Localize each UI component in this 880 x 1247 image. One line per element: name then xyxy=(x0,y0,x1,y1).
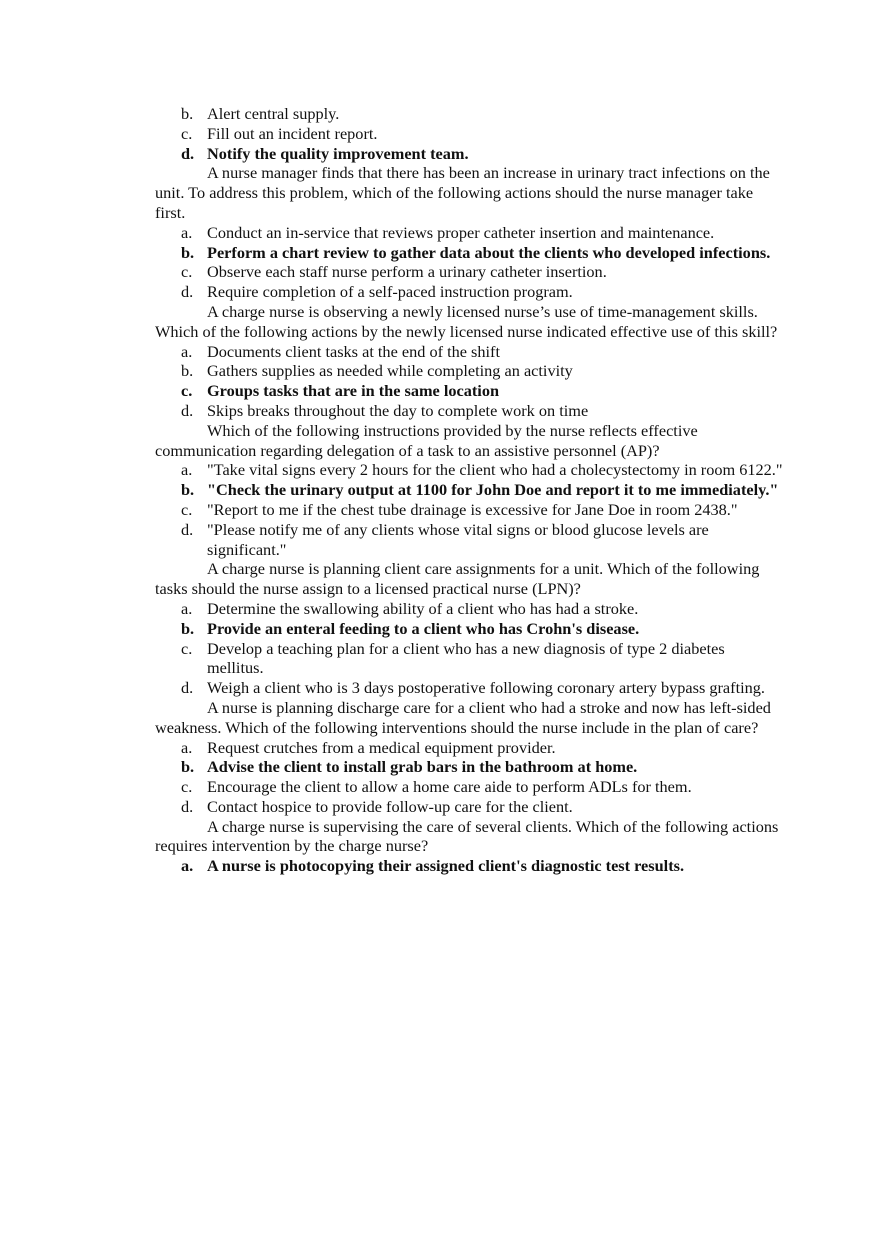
option-item xyxy=(0,520,880,560)
option-item xyxy=(0,104,880,124)
option-letter: c. xyxy=(181,499,193,519)
option-letter: d. xyxy=(181,282,194,302)
option-letter: b. xyxy=(181,480,195,500)
option-text: Gathers supplies as needed while completing an activity xyxy=(207,361,573,381)
option-letter: c. xyxy=(181,262,193,282)
option-text: A nurse is photocopying their assigned client's diagnostic test results. xyxy=(207,856,685,876)
option-letter: d. xyxy=(181,678,194,698)
option-text: Develop a teaching plan for a client who has a new diagnosis of type 2 diabetes mellitus. xyxy=(207,638,725,678)
option-text: Notify the quality improvement team. xyxy=(207,143,469,163)
option-text: Fill out an incident report. xyxy=(207,123,378,143)
option-item-answer xyxy=(0,480,880,500)
option-text: Provide an enteral feeding to a client who has Crohn's disease. xyxy=(207,618,640,638)
question-text: A charge nurse is planning client care assignments for a unit. Which of the following tasks should the nurse assign to a licensed practical nurse (LPN)? xyxy=(155,559,760,599)
option-letter: c. xyxy=(181,381,193,401)
option-text: Weigh a client who is 3 days postoperative following coronary artery bypass grafting. xyxy=(207,678,765,698)
option-item xyxy=(0,401,880,421)
option-letter: b. xyxy=(181,104,194,123)
option-letter: b. xyxy=(181,242,195,262)
question-text: A nurse manager finds that there has been an increase in urinary tract infections on the unit. To address this problem, which of the following actions should the nurse manager take first. xyxy=(155,163,770,222)
option-letter: a. xyxy=(181,737,193,757)
question-text: Which of the following instructions provided by the nurse reflects effective communication regarding delegation of a task to an assistive personnel (AP)? xyxy=(155,420,698,460)
option-text: Alert central supply. xyxy=(207,104,340,123)
question-stem xyxy=(0,817,880,857)
option-item xyxy=(0,124,880,144)
document-page xyxy=(0,104,880,876)
option-item-answer xyxy=(0,856,880,876)
option-item xyxy=(0,223,880,243)
option-letter: a. xyxy=(181,598,193,618)
option-item xyxy=(0,777,880,797)
option-letter: a. xyxy=(181,341,193,361)
option-text: Determine the swallowing ability of a client who has had a stroke. xyxy=(207,598,639,618)
option-letter: a. xyxy=(181,856,194,876)
question-stem xyxy=(0,163,880,222)
option-item xyxy=(0,639,880,679)
option-letter: a. xyxy=(181,222,193,242)
option-letter: c. xyxy=(181,638,193,658)
option-item xyxy=(0,599,880,619)
option-letter: d. xyxy=(181,143,195,163)
option-item xyxy=(0,500,880,520)
question-stem xyxy=(0,698,880,738)
option-text: "Take vital signs every 2 hours for the client who had a cholecystectomy in room 6122." xyxy=(207,460,783,480)
option-item-answer xyxy=(0,381,880,401)
option-letter: c. xyxy=(181,777,193,797)
question-stem xyxy=(0,559,880,599)
option-text: Groups tasks that are in the same location xyxy=(207,381,500,401)
option-text: Contact hospice to provide follow-up care for the client. xyxy=(207,796,573,816)
option-letter: a. xyxy=(181,460,193,480)
option-text: Encourage the client to allow a home care aide to perform ADLs for them. xyxy=(207,777,692,797)
option-item xyxy=(0,460,880,480)
option-text: "Report to me if the chest tube drainage is excessive for Jane Doe in room 2438." xyxy=(207,499,738,519)
option-text: Skips breaks throughout the day to complete work on time xyxy=(207,400,589,420)
option-letter: b. xyxy=(181,618,195,638)
option-letter: d. xyxy=(181,519,194,539)
option-text: Require completion of a self-paced instruction program. xyxy=(207,282,573,302)
option-text: Conduct an in-service that reviews proper catheter insertion and maintenance. xyxy=(207,222,715,242)
option-item xyxy=(0,797,880,817)
option-letter: d. xyxy=(181,400,194,420)
option-item-answer xyxy=(0,619,880,639)
option-item xyxy=(0,342,880,362)
option-item xyxy=(0,262,880,282)
question-text: A charge nurse is observing a newly licensed nurse’s use of time-management skills. Which of the following actions by the newly licensed nurse indicated effective use of this skill? xyxy=(155,301,778,341)
question-text: A nurse is planning discharge care for a client who had a stroke and now has left-sided weakness. Which of the following interventions should the nurse include in the plan of care? xyxy=(155,697,771,737)
option-item xyxy=(0,738,880,758)
option-text: "Check the urinary output at 1100 for John Doe and report it to me immediately." xyxy=(207,480,779,500)
option-item-answer xyxy=(0,243,880,263)
question-text: A charge nurse is supervising the care of several clients. Which of the following actions requires intervention by the charge nurse? xyxy=(155,816,779,856)
option-item-answer xyxy=(0,757,880,777)
option-text: Advise the client to install grab bars in the bathroom at home. xyxy=(207,757,638,777)
option-item xyxy=(0,678,880,698)
option-item xyxy=(0,282,880,302)
question-stem xyxy=(0,421,880,461)
question-stem xyxy=(0,302,880,342)
option-text: Observe each staff nurse perform a urinary catheter insertion. xyxy=(207,262,607,282)
option-text: Documents client tasks at the end of the shift xyxy=(207,341,500,361)
option-item-answer xyxy=(0,144,880,164)
option-text: Perform a chart review to gather data about the clients who developed infections. xyxy=(207,242,771,262)
option-letter: c. xyxy=(181,123,193,143)
option-text: Request crutches from a medical equipment provider. xyxy=(207,737,556,757)
option-letter: b. xyxy=(181,757,195,777)
option-item xyxy=(0,361,880,381)
option-letter: b. xyxy=(181,361,194,381)
option-text: "Please notify me of any clients whose vital signs or blood glucose levels are significant." xyxy=(207,519,709,559)
option-letter: d. xyxy=(181,796,194,816)
